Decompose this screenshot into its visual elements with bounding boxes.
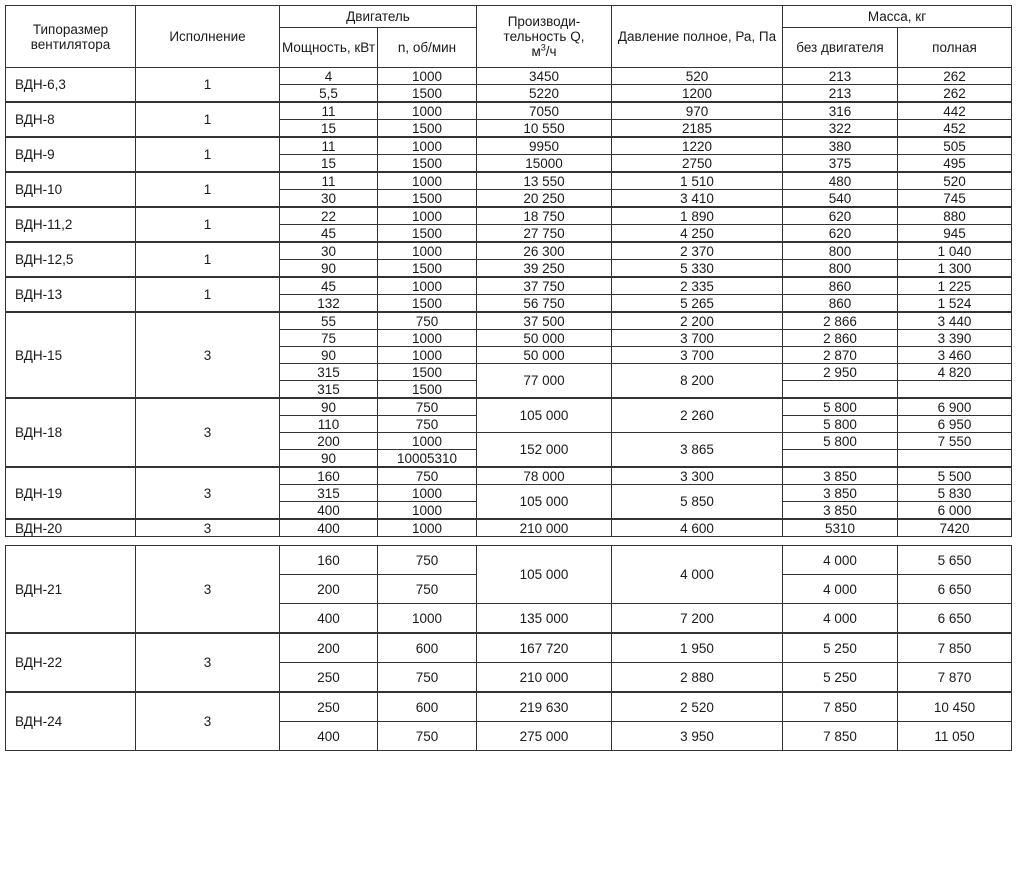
header-capacity-unit-sup: 3 [540, 42, 546, 53]
pressure-cell: 2 200 [612, 312, 783, 330]
power-cell: 160 [280, 467, 378, 485]
pressure-cell: 970 [612, 102, 783, 120]
pressure-cell: 3 950 [612, 722, 783, 751]
mass-full-cell: 6 000 [898, 502, 1012, 520]
mass-full-cell: 1 040 [898, 242, 1012, 260]
mass-full-cell: 495 [898, 155, 1012, 173]
table-row [6, 398, 1012, 416]
fan-size-cell: ВДН-13 [6, 277, 136, 312]
mass-full-cell: 6 950 [898, 416, 1012, 433]
capacity-cell: 275 000 [477, 722, 612, 751]
table-row [6, 242, 1012, 260]
pressure-cell: 1220 [612, 137, 783, 155]
rpm-cell: 1500 [378, 295, 477, 313]
table-row [6, 277, 1012, 295]
mass-nomotor-cell: 375 [783, 155, 898, 173]
table-row [6, 68, 1012, 85]
pressure-cell: 8 200 [612, 364, 783, 399]
capacity-cell: 9950 [477, 137, 612, 155]
pressure-cell: 4 250 [612, 225, 783, 243]
mass-nomotor-cell: 860 [783, 277, 898, 295]
mass-full-cell: 6 650 [898, 575, 1012, 604]
mass-full-cell: 7 870 [898, 663, 1012, 693]
table-row [6, 102, 1012, 120]
mass-full-cell: 880 [898, 207, 1012, 225]
mass-nomotor-cell: 4 000 [783, 546, 898, 575]
pressure-cell: 2185 [612, 120, 783, 138]
header-capacity-line2: тельность Q, [503, 29, 585, 44]
fan-size-cell: ВДН-6,3 [6, 68, 136, 103]
table-body-continued [6, 546, 1012, 751]
power-cell: 315 [280, 381, 378, 399]
mass-nomotor-cell: 5 250 [783, 663, 898, 693]
header-mass: Масса, кг [783, 6, 1012, 28]
rpm-cell: 1000 [378, 102, 477, 120]
rpm-cell: 750 [378, 546, 477, 575]
rpm-cell: 10005310 [378, 450, 477, 468]
rpm-cell: 1000 [378, 604, 477, 634]
fan-size-cell: ВДН-18 [6, 398, 136, 467]
header-pressure: Давление полное, Ра, Па [612, 6, 783, 68]
table-row [6, 546, 1012, 575]
power-cell: 30 [280, 190, 378, 208]
fan-size-cell: ВДН-22 [6, 633, 136, 692]
rpm-cell: 1500 [378, 120, 477, 138]
mass-full-cell: 3 390 [898, 330, 1012, 347]
execution-cell: 3 [136, 312, 280, 398]
power-cell: 11 [280, 172, 378, 190]
mass-full-cell: 1 524 [898, 295, 1012, 313]
fan-size-cell: ВДН-21 [6, 546, 136, 634]
capacity-cell: 13 550 [477, 172, 612, 190]
power-cell: 250 [280, 663, 378, 693]
execution-cell: 1 [136, 207, 280, 242]
table-body [6, 68, 1012, 537]
pressure-cell: 3 410 [612, 190, 783, 208]
mass-nomotor-cell: 5 250 [783, 633, 898, 663]
capacity-cell: 50 000 [477, 330, 612, 347]
pressure-cell: 1 950 [612, 633, 783, 663]
header-motor: Двигатель [280, 6, 477, 28]
mass-full-cell: 5 650 [898, 546, 1012, 575]
mass-nomotor-cell: 2 860 [783, 330, 898, 347]
mass-full-cell: 4 820 [898, 364, 1012, 381]
header-capacity-unit-pre: м [531, 44, 541, 59]
mass-nomotor-cell: 540 [783, 190, 898, 208]
capacity-cell: 78 000 [477, 467, 612, 485]
fan-size-cell: ВДН-9 [6, 137, 136, 172]
pressure-cell: 2 520 [612, 692, 783, 722]
power-cell: 5,5 [280, 85, 378, 103]
pressure-cell: 4 000 [612, 546, 783, 604]
mass-nomotor-cell: 213 [783, 85, 898, 103]
power-cell: 90 [280, 450, 378, 468]
mass-full-cell: 262 [898, 68, 1012, 85]
fan-size-cell: ВДН-19 [6, 467, 136, 519]
rpm-cell: 1000 [378, 502, 477, 520]
fan-specs-table-continued [5, 545, 1012, 751]
rpm-cell: 750 [378, 312, 477, 330]
power-cell: 55 [280, 312, 378, 330]
pressure-cell: 5 850 [612, 485, 783, 520]
mass-full-cell: 5 830 [898, 485, 1012, 502]
mass-nomotor-cell: 380 [783, 137, 898, 155]
table-row [6, 207, 1012, 225]
power-cell: 45 [280, 225, 378, 243]
rpm-cell: 1000 [378, 330, 477, 347]
mass-nomotor-cell: 480 [783, 172, 898, 190]
power-cell: 132 [280, 295, 378, 313]
mass-nomotor-cell: 2 870 [783, 347, 898, 364]
pressure-cell: 1 890 [612, 207, 783, 225]
power-cell: 30 [280, 242, 378, 260]
execution-cell: 1 [136, 277, 280, 312]
rpm-cell: 1500 [378, 225, 477, 243]
execution-cell: 1 [136, 137, 280, 172]
fan-size-cell: ВДН-15 [6, 312, 136, 398]
mass-nomotor-cell: 5 800 [783, 398, 898, 416]
capacity-cell: 210 000 [477, 519, 612, 537]
capacity-cell: 219 630 [477, 692, 612, 722]
rpm-cell: 1000 [378, 277, 477, 295]
mass-full-cell: 6 900 [898, 398, 1012, 416]
capacity-cell: 15000 [477, 155, 612, 173]
mass-full-cell: 7 550 [898, 433, 1012, 450]
rpm-cell: 1500 [378, 260, 477, 278]
rpm-cell: 1000 [378, 172, 477, 190]
mass-nomotor-cell: 7 850 [783, 722, 898, 751]
capacity-cell: 5220 [477, 85, 612, 103]
capacity-cell: 26 300 [477, 242, 612, 260]
rpm-cell: 1000 [378, 347, 477, 364]
table-row [6, 312, 1012, 330]
mass-full-cell: 1 225 [898, 277, 1012, 295]
mass-full-cell: 3 440 [898, 312, 1012, 330]
rpm-cell: 600 [378, 692, 477, 722]
mass-nomotor-cell: 213 [783, 68, 898, 85]
mass-nomotor-cell: 7 850 [783, 692, 898, 722]
table-row [6, 172, 1012, 190]
execution-cell: 3 [136, 633, 280, 692]
power-cell: 11 [280, 137, 378, 155]
pressure-cell: 4 600 [612, 519, 783, 537]
capacity-cell: 135 000 [477, 604, 612, 634]
mass-full-cell: 3 460 [898, 347, 1012, 364]
power-cell: 45 [280, 277, 378, 295]
header-power: Мощность, кВт [280, 28, 378, 68]
mass-full-cell: 5 500 [898, 467, 1012, 485]
pressure-cell: 7 200 [612, 604, 783, 634]
rpm-cell: 1000 [378, 519, 477, 537]
execution-cell: 1 [136, 242, 280, 277]
mass-nomotor-cell: 5 800 [783, 433, 898, 450]
rpm-cell: 600 [378, 633, 477, 663]
mass-full-cell: 7420 [898, 519, 1012, 537]
mass-full-cell: 505 [898, 137, 1012, 155]
fan-size-cell: ВДН-20 [6, 519, 136, 537]
table-row [6, 137, 1012, 155]
table-row [6, 467, 1012, 485]
mass-full-cell: 945 [898, 225, 1012, 243]
power-cell: 15 [280, 155, 378, 173]
header-capacity-unit-post: /ч [545, 44, 557, 59]
execution-cell: 3 [136, 546, 280, 634]
mass-full-cell: 11 050 [898, 722, 1012, 751]
mass-nomotor-cell: 3 850 [783, 502, 898, 520]
rpm-cell: 1000 [378, 137, 477, 155]
pressure-cell: 520 [612, 68, 783, 85]
mass-full-cell [898, 381, 1012, 399]
mass-nomotor-cell: 4 000 [783, 575, 898, 604]
mass-nomotor-cell [783, 381, 898, 399]
execution-cell: 3 [136, 692, 280, 751]
pressure-cell: 3 700 [612, 330, 783, 347]
mass-nomotor-cell: 3 850 [783, 485, 898, 502]
capacity-cell: 3450 [477, 68, 612, 85]
power-cell: 315 [280, 364, 378, 381]
power-cell: 90 [280, 347, 378, 364]
power-cell: 250 [280, 692, 378, 722]
rpm-cell: 1500 [378, 155, 477, 173]
mass-full-cell: 7 850 [898, 633, 1012, 663]
mass-nomotor-cell [783, 450, 898, 468]
execution-cell: 3 [136, 467, 280, 519]
power-cell: 4 [280, 68, 378, 85]
rpm-cell: 1000 [378, 242, 477, 260]
rpm-cell: 1000 [378, 433, 477, 450]
rpm-cell: 1500 [378, 364, 477, 381]
capacity-cell: 77 000 [477, 364, 612, 399]
header-capacity [477, 6, 612, 68]
capacity-cell: 105 000 [477, 485, 612, 520]
header-mass-nomotor: без двигателя [783, 28, 898, 68]
mass-nomotor-cell: 860 [783, 295, 898, 313]
power-cell: 90 [280, 260, 378, 278]
capacity-cell: 50 000 [477, 347, 612, 364]
fan-specs-table [5, 5, 1012, 537]
capacity-cell: 37 750 [477, 277, 612, 295]
mass-nomotor-cell: 2 866 [783, 312, 898, 330]
rpm-cell: 1500 [378, 85, 477, 103]
table-row [6, 633, 1012, 663]
power-cell: 200 [280, 575, 378, 604]
mass-nomotor-cell: 620 [783, 207, 898, 225]
fan-size-cell: ВДН-8 [6, 102, 136, 137]
capacity-cell: 39 250 [477, 260, 612, 278]
mass-nomotor-cell: 4 000 [783, 604, 898, 634]
table-header [6, 6, 1012, 68]
execution-cell: 1 [136, 172, 280, 207]
power-cell: 400 [280, 519, 378, 537]
capacity-cell: 18 750 [477, 207, 612, 225]
capacity-cell: 210 000 [477, 663, 612, 693]
table-row [6, 692, 1012, 722]
pressure-cell: 1200 [612, 85, 783, 103]
capacity-cell: 27 750 [477, 225, 612, 243]
power-cell: 400 [280, 604, 378, 634]
power-cell: 11 [280, 102, 378, 120]
mass-nomotor-cell: 5 800 [783, 416, 898, 433]
pressure-cell: 2750 [612, 155, 783, 173]
mass-nomotor-cell: 800 [783, 242, 898, 260]
power-cell: 200 [280, 633, 378, 663]
rpm-cell: 1500 [378, 381, 477, 399]
mass-nomotor-cell: 3 850 [783, 467, 898, 485]
header-capacity-line1: Производи- [507, 14, 581, 29]
power-cell: 315 [280, 485, 378, 502]
mass-full-cell: 745 [898, 190, 1012, 208]
header-size: Типоразмер вентилятора [6, 6, 136, 68]
pressure-cell: 5 330 [612, 260, 783, 278]
mass-nomotor-cell: 2 950 [783, 364, 898, 381]
capacity-cell: 20 250 [477, 190, 612, 208]
pressure-cell: 5 265 [612, 295, 783, 313]
rpm-cell: 1500 [378, 190, 477, 208]
mass-full-cell: 6 650 [898, 604, 1012, 634]
rpm-cell: 750 [378, 663, 477, 693]
fan-size-cell: ВДН-12,5 [6, 242, 136, 277]
fan-size-cell: ВДН-11,2 [6, 207, 136, 242]
mass-full-cell: 10 450 [898, 692, 1012, 722]
rpm-cell: 750 [378, 416, 477, 433]
rpm-cell: 750 [378, 575, 477, 604]
pressure-cell: 3 700 [612, 347, 783, 364]
rpm-cell: 1000 [378, 485, 477, 502]
mass-full-cell: 262 [898, 85, 1012, 103]
mass-nomotor-cell: 316 [783, 102, 898, 120]
power-cell: 90 [280, 398, 378, 416]
power-cell: 110 [280, 416, 378, 433]
power-cell: 160 [280, 546, 378, 575]
rpm-cell: 750 [378, 398, 477, 416]
rpm-cell: 1000 [378, 207, 477, 225]
rpm-cell: 1000 [378, 68, 477, 85]
capacity-cell: 105 000 [477, 398, 612, 433]
fan-size-cell: ВДН-10 [6, 172, 136, 207]
pressure-cell: 2 370 [612, 242, 783, 260]
capacity-cell: 56 750 [477, 295, 612, 313]
mass-nomotor-cell: 5310 [783, 519, 898, 537]
mass-full-cell: 452 [898, 120, 1012, 138]
table-row [6, 519, 1012, 537]
power-cell: 400 [280, 502, 378, 520]
pressure-cell: 2 335 [612, 277, 783, 295]
pressure-cell: 3 300 [612, 467, 783, 485]
mass-nomotor-cell: 322 [783, 120, 898, 138]
specs-document [5, 5, 1012, 751]
capacity-cell: 37 500 [477, 312, 612, 330]
mass-nomotor-cell: 800 [783, 260, 898, 278]
capacity-cell: 7050 [477, 102, 612, 120]
mass-full-cell: 442 [898, 102, 1012, 120]
mass-full-cell: 1 300 [898, 260, 1012, 278]
fan-size-cell: ВДН-24 [6, 692, 136, 751]
power-cell: 15 [280, 120, 378, 138]
capacity-cell: 105 000 [477, 546, 612, 604]
execution-cell: 1 [136, 68, 280, 103]
power-cell: 22 [280, 207, 378, 225]
header-execution: Исполнение [136, 6, 280, 68]
pressure-cell: 3 865 [612, 433, 783, 468]
execution-cell: 3 [136, 519, 280, 537]
execution-cell: 3 [136, 398, 280, 467]
power-cell: 200 [280, 433, 378, 450]
mass-full-cell: 520 [898, 172, 1012, 190]
pressure-cell: 2 260 [612, 398, 783, 433]
capacity-cell: 10 550 [477, 120, 612, 138]
rpm-cell: 750 [378, 722, 477, 751]
header-mass-full: полная [898, 28, 1012, 68]
execution-cell: 1 [136, 102, 280, 137]
power-cell: 400 [280, 722, 378, 751]
pressure-cell: 1 510 [612, 172, 783, 190]
capacity-cell: 152 000 [477, 433, 612, 468]
capacity-cell: 167 720 [477, 633, 612, 663]
mass-full-cell [898, 450, 1012, 468]
power-cell: 75 [280, 330, 378, 347]
mass-nomotor-cell: 620 [783, 225, 898, 243]
pressure-cell: 2 880 [612, 663, 783, 693]
header-rpm: n, об/мин [378, 28, 477, 68]
rpm-cell: 750 [378, 467, 477, 485]
